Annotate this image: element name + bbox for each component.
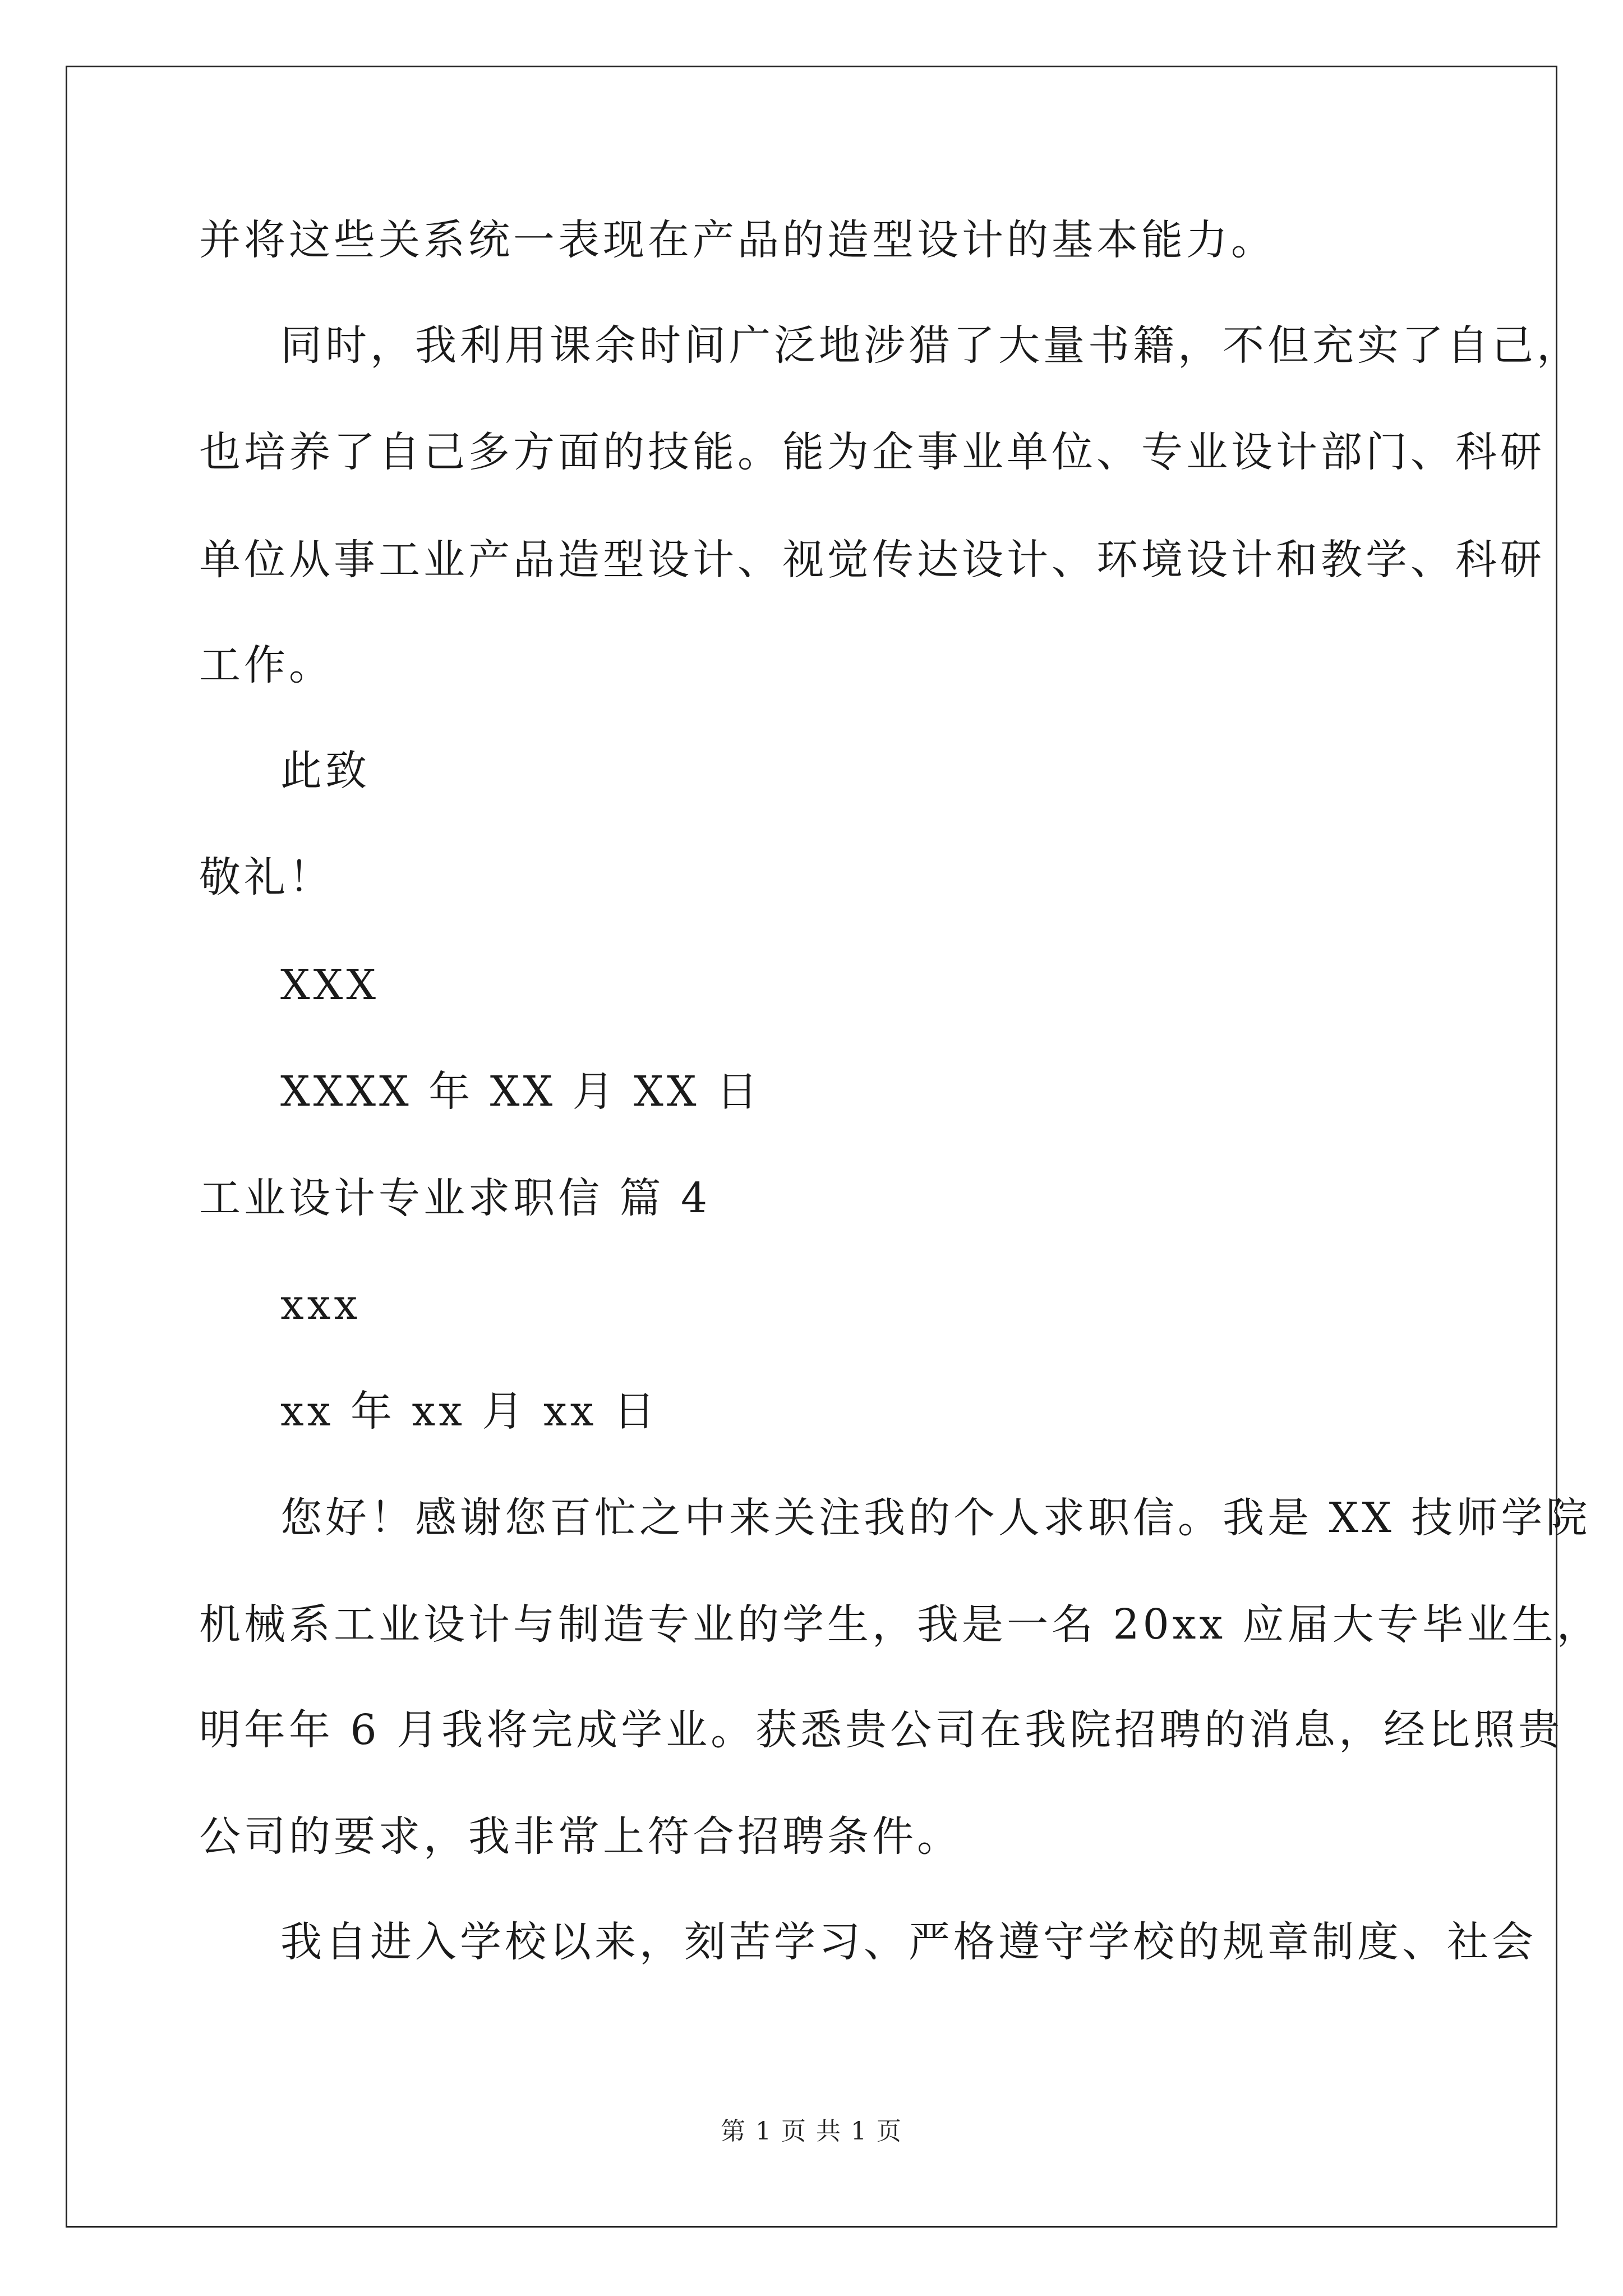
text-line: 单位从事工业产品造型设计、视觉传达设计、环境设计和教学、科研 [199, 536, 1545, 584]
letter-date: xx 年 xx 月 xx 日 [280, 1387, 659, 1435]
recipient-name: xxx [280, 1281, 361, 1329]
text-line: 我自进入学校以来，刻苦学习、严格遵守学校的规章制度、社会 [280, 1918, 1537, 1966]
section-heading: 工业设计专业求职信 篇 4 [199, 1174, 711, 1222]
page-border [66, 66, 1602, 2228]
signature-name: XXX [280, 961, 380, 1009]
text-line: 同时，我利用课余时间广泛地涉猎了大量书籍，不但充实了自己， [280, 321, 1581, 370]
text-line: 明年年 6 月我将完成学业。获悉贵公司在我院招聘的消息，经比照贵 [199, 1706, 1564, 1754]
text-line: 机械系工业设计与制造专业的学生，我是一名 20xx 应届大专毕业生， [199, 1600, 1602, 1649]
salutation: 敬礼！ [199, 853, 334, 901]
text-line: 并将这些关系统一表现在产品的造型设计的基本能力。 [199, 216, 1276, 264]
text-line: 公司的要求，我非常上符合招聘条件。 [199, 1812, 962, 1861]
text-line: 您好！感谢您百忙之中来关注我的个人求职信。我是 XX 技师学院 [280, 1494, 1591, 1542]
closing-phrase: 此致 [280, 747, 370, 795]
signature-date: XXXX 年 XX 月 XX 日 [280, 1068, 762, 1116]
page-number: 第 1 页 共 1 页 [721, 2117, 902, 2146]
text-line: 也培养了自己多方面的技能。能为企事业单位、专业设计部门、科研 [199, 428, 1545, 476]
text-line: 工作。 [199, 641, 334, 689]
